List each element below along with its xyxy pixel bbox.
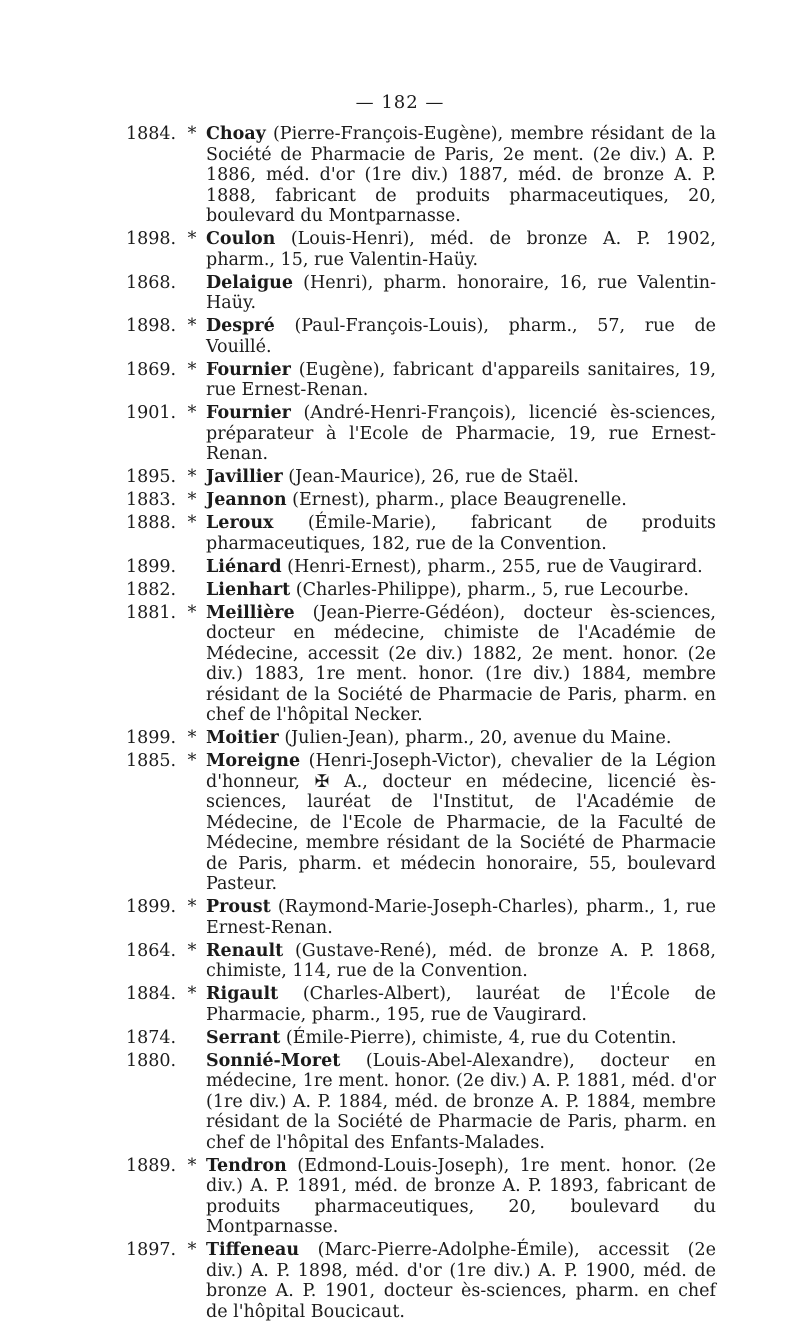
entry-text: (Henri-Ernest), pharm., 255, rue de Vaugirard. (281, 556, 703, 577)
list-item (126, 751, 716, 895)
entry-year: 1899. (126, 897, 177, 917)
entry-text: (Raymond-Marie-Joseph-Charles), pharm., 1, rue Ernest-Renan. (206, 897, 716, 938)
asterisk-mark: * (187, 359, 197, 380)
asterisk-mark: * (187, 316, 197, 336)
entry-text: (Pierre-François-Eugène), membre résidant de la Société de Pharmacie de Paris, 2e ment. (2e div.) A. P. 1886, méd. d'or (1re div.) 1887, méd. de bronze A. P. 1888, fabricant de produits pharmaceutiques, 20, boulevard du Montparnasse. (206, 124, 716, 226)
entry-name: Serrant (206, 1027, 281, 1048)
entry-year: 1883. (126, 490, 177, 510)
entry-name: Tendron (206, 1155, 287, 1176)
entry-name: Liénard (206, 556, 282, 577)
list-item (126, 360, 716, 401)
entry-text: (André-Henri-François), licencié ès-sciences, préparateur à l'Ecole de Pharmacie, 19, rue Ernest-Renan. (206, 403, 716, 464)
entry-name: Delaigue (206, 272, 294, 293)
list-item (126, 941, 716, 982)
entry-name: Proust (206, 897, 271, 917)
entry-year: 1899. (126, 728, 177, 748)
entry-name: Choay (206, 124, 266, 144)
entry-year: 1869. (126, 359, 177, 380)
entry-year: 1868. (126, 272, 177, 293)
asterisk-mark: * (187, 897, 197, 917)
asterisk-mark: * (187, 728, 197, 748)
list-item (126, 1051, 716, 1154)
entry-name: Renault (206, 940, 284, 961)
entry-name: Javillier (206, 467, 283, 487)
list-item (126, 467, 716, 488)
entry-year: 1898. (126, 229, 177, 249)
asterisk-mark: * (187, 124, 197, 144)
list-item (126, 273, 716, 314)
asterisk-mark: * (187, 602, 197, 623)
list-item (126, 1240, 716, 1322)
asterisk-mark: * (187, 984, 197, 1004)
member-list (126, 124, 716, 1325)
entry-text: (Jean-Pierre-Gédéon), docteur ès-sciences, docteur en médecine, chimiste de l'Académie de Médecine, accessit (2e div.) 1882, 2e ment. honor. (2e div.) 1883, 1re ment. honor. (1re div.) 1884, membre résidant de la Société de Pharmacie de Paris, pharm. en chef de l'hôpital Necker. (206, 602, 716, 725)
entry-text: (Charles-Philippe), pharm., 5, rue Lecourbe. (290, 579, 689, 600)
asterisk-mark: * (187, 940, 197, 961)
entry-text: (Louis-Henri), méd. de bronze A. P. 1902, pharm., 15, rue Valentin-Haüy. (206, 229, 716, 270)
list-item (126, 897, 716, 938)
entry-year: 1895. (126, 467, 177, 487)
entry-text: (Jean-Maurice), 26, rue de Staël. (282, 467, 579, 487)
list-item (126, 513, 716, 554)
page-number: — 182 — (355, 92, 445, 113)
entry-name: Fournier (206, 403, 291, 423)
entry-name: Sonnié-Moret (206, 1050, 341, 1071)
entry-year: 1897. (126, 1240, 177, 1260)
entry-year: 1864. (126, 940, 177, 961)
entry-text: (Marc-Pierre-Adolphe-Émile), accessit (2e div.) A. P. 1898, méd. d'or (1re div.) A. P. 1900, méd. de bronze A. P. 1901, docteur ès-sciences, pharm. en chef de l'hôpital Boucicaut. (206, 1240, 716, 1322)
entry-name: Moreigne (206, 751, 301, 771)
entry-year: 1882. (126, 579, 177, 600)
list-item (126, 490, 716, 511)
entry-text: (Henri), pharm. honoraire, 16, rue Valentin-Haüy. (206, 272, 716, 313)
asterisk-mark: * (187, 467, 197, 487)
entry-name: Moitier (206, 728, 279, 748)
list-item (126, 557, 716, 578)
entry-name: Meillière (206, 602, 295, 623)
asterisk-mark: * (187, 513, 197, 533)
list-item (126, 316, 716, 357)
list-item (126, 603, 716, 726)
list-item (126, 1156, 716, 1238)
entry-year: 1899. (126, 556, 177, 577)
entry-text: (Émile-Pierre), chimiste, 4, rue du Cotentin. (280, 1027, 677, 1048)
entry-text: (Henri-Joseph-Victor), chevalier de la Légion d'honneur, ✠ A., docteur en médecine, licencié ès-sciences, lauréat de l'Institut, de l'Académie de Médecine, de l'Ecole de Pharmacie, de la Faculté de Médecine, membre résidant de la Société de Pharmacie de Paris, pharm. et médecin honoraire, 55, boulevard Pasteur. (206, 751, 716, 894)
list-item (126, 403, 716, 465)
asterisk-mark: * (187, 1155, 197, 1176)
entry-name: Despré (206, 316, 275, 336)
list-item (126, 1028, 716, 1049)
entry-text: (Louis-Abel-Alexandre), docteur en médecine, 1re ment. honor. (2e div.) A. P. 1881, méd. d'or (1re div.) A. P. 1884, méd. de bronze A. P. 1884, membre résidant de la Société de Pharmacie de Paris, pharm. en chef de l'hôpital des Enfants-Malades. (206, 1050, 716, 1153)
asterisk-mark: * (187, 403, 197, 423)
asterisk-mark: * (187, 1240, 197, 1260)
list-item (126, 984, 716, 1025)
entry-year: 1881. (126, 602, 177, 623)
entry-name: Lienhart (206, 579, 291, 600)
list-item (126, 124, 716, 227)
list-item (126, 580, 716, 601)
entry-year: 1884. (126, 984, 177, 1004)
entry-year: 1874. (126, 1027, 177, 1048)
asterisk-mark: * (187, 751, 197, 771)
entry-year: 1898. (126, 316, 177, 336)
asterisk-mark: * (187, 490, 197, 510)
entry-name: Leroux (206, 513, 274, 533)
list-item (126, 728, 716, 749)
entry-name: Tiffeneau (206, 1240, 300, 1260)
entry-text: (Paul-François-Louis), pharm., 57, rue de Vouillé. (206, 316, 716, 357)
entry-text: (Charles-Albert), lauréat de l'École de Pharmacie, pharm., 195, rue de Vaugirard. (206, 984, 716, 1025)
entry-name: Coulon (206, 229, 276, 249)
entry-text: (Ernest), pharm., place Beaugrenelle. (286, 490, 627, 510)
entry-text: (Eugène), fabricant d'appareils sanitaires, 19, rue Ernest-Renan. (206, 359, 716, 400)
entry-name: Fournier (206, 359, 291, 380)
entry-year: 1885. (126, 751, 177, 771)
entry-year: 1888. (126, 513, 177, 533)
entry-text: (Julien-Jean), pharm., 20, avenue du Maine. (278, 728, 672, 748)
entry-text: (Edmond-Louis-Joseph), 1re ment. honor. (2e div.) A. P. 1891, méd. de bronze A. P. 1893, fabricant de produits pharmaceutiques, 20, boulevard du Montparnasse. (206, 1155, 716, 1237)
asterisk-mark: * (187, 229, 197, 249)
entry-year: 1880. (126, 1050, 177, 1071)
entry-name: Jeannon (206, 490, 287, 510)
entry-text: (Gustave-René), méd. de bronze A. P. 1868, chimiste, 114, rue de la Convention. (206, 940, 716, 981)
entry-year: 1889. (126, 1155, 177, 1176)
entry-text: (Émile-Marie), fabricant de produits pharmaceutiques, 182, rue de la Convention. (206, 513, 716, 554)
list-item (126, 229, 716, 270)
entry-year: 1901. (126, 403, 177, 423)
entry-year: 1884. (126, 124, 177, 144)
entry-name: Rigault (206, 984, 279, 1004)
